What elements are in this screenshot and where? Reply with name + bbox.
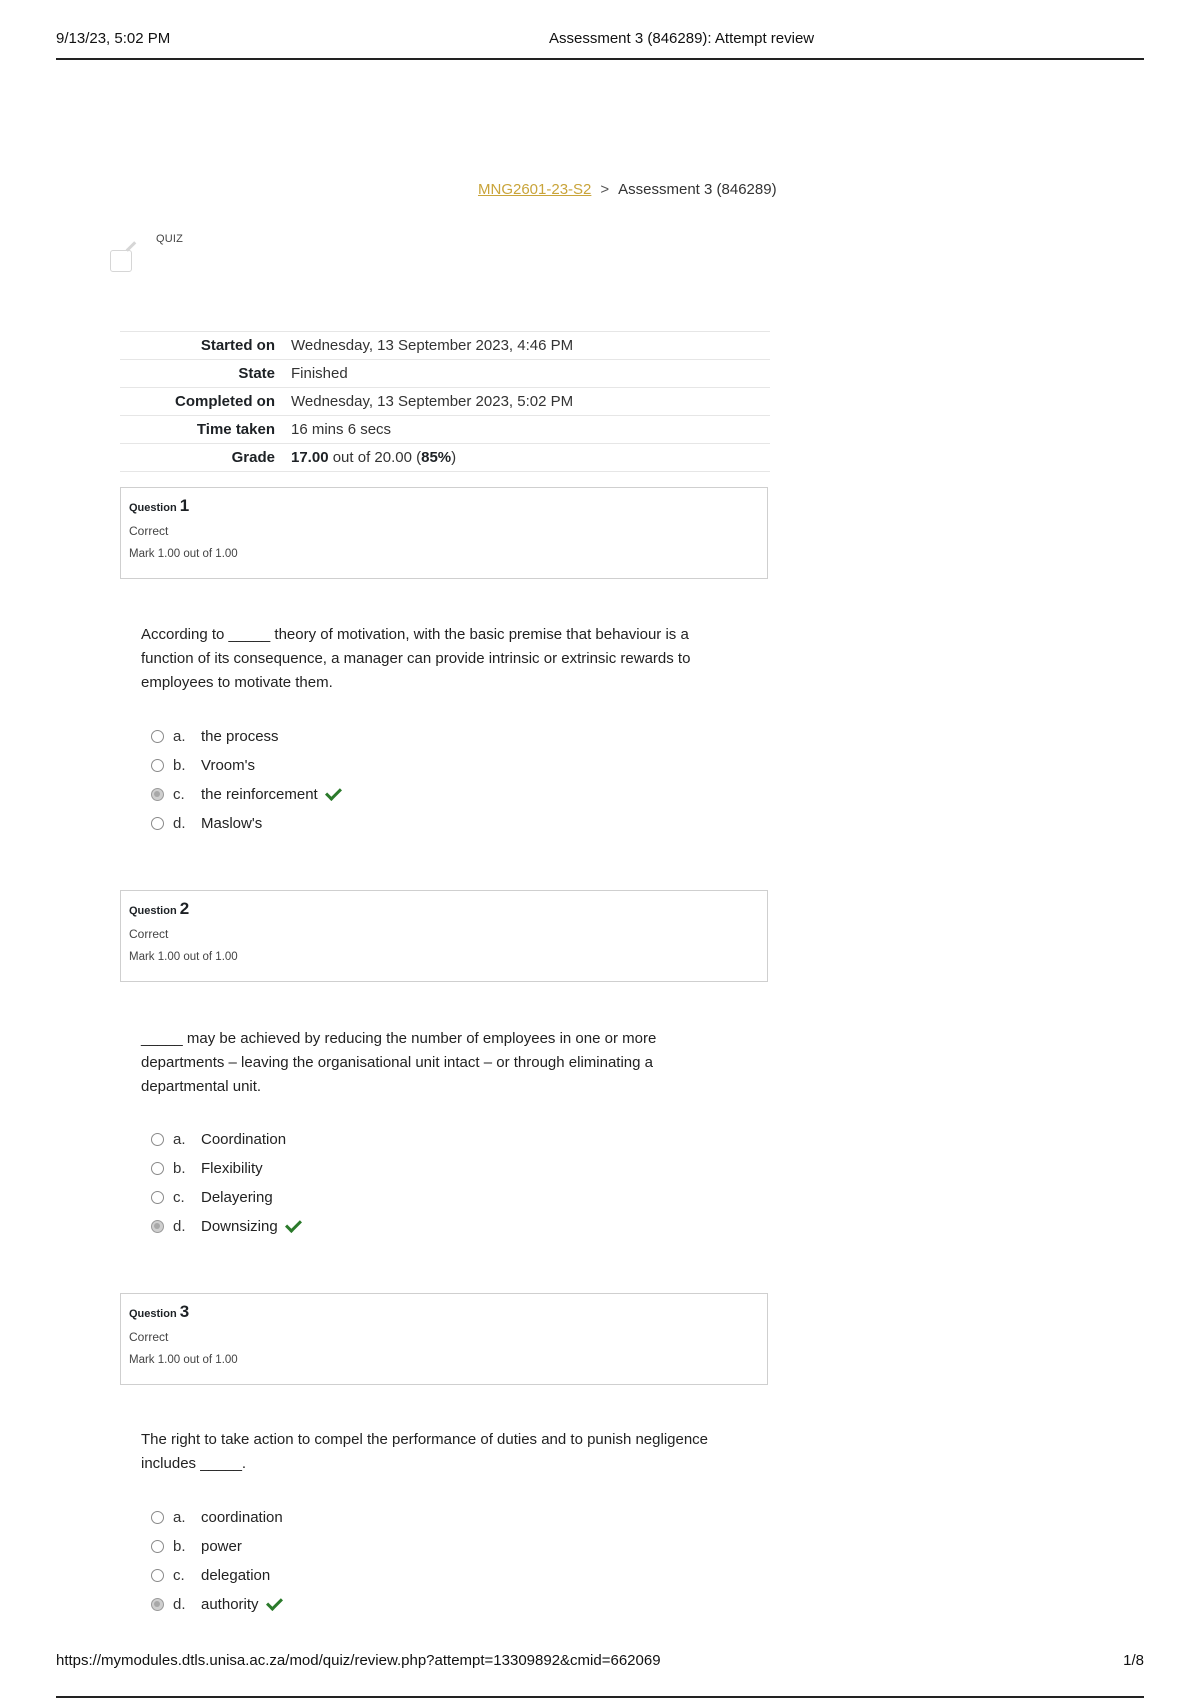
answer-list: [151, 1503, 283, 1619]
answer-option[interactable]: [151, 1212, 301, 1241]
answer-letter: c.: [173, 1567, 185, 1584]
question-number-value: 2: [179, 899, 190, 918]
correct-check-icon: [266, 1594, 283, 1611]
answer-letter: b.: [173, 1160, 186, 1177]
print-footer: [56, 1652, 1144, 1698]
breadcrumb-current: Assessment 3 (846289): [618, 181, 777, 198]
question-number-value: 3: [179, 1302, 190, 1321]
answer-text: the reinforcement: [201, 786, 318, 803]
answer-letter: c.: [173, 786, 185, 803]
summary-value: Wednesday, 13 September 2023, 4:46 PM: [291, 337, 574, 354]
summary-value: Finished: [291, 365, 348, 382]
answer-text: Downsizing: [201, 1218, 278, 1235]
answer-text: Vroom's: [201, 757, 255, 774]
question-label: Question: [129, 905, 177, 917]
radio-button[interactable]: [151, 1540, 164, 1553]
answer-letter: d.: [173, 1218, 186, 1235]
print-title: Assessment 3 (846289): Attempt review: [549, 30, 815, 47]
answer-option[interactable]: [151, 1590, 283, 1619]
grade-out-of: out of 20.00 (: [328, 449, 422, 466]
answer-text: the process: [201, 728, 279, 745]
summary-row-completed: [120, 388, 770, 416]
summary-value: Wednesday, 13 September 2023, 5:02 PM: [291, 393, 574, 410]
radio-button[interactable]: [151, 1191, 164, 1204]
answer-option[interactable]: [151, 751, 341, 780]
question-text: According to _____ theory of motivation, with the basic premise that behaviour is a function of its consequence, a manager can provide intrinsic or extrinsic rewards to employees to motivate them.: [141, 626, 691, 691]
summary-row-started: [120, 332, 770, 360]
answer-text: Flexibility: [201, 1160, 263, 1177]
question-number: [129, 899, 759, 919]
grade-close: ): [451, 449, 457, 466]
radio-button-selected[interactable]: [151, 788, 164, 801]
answer-text: authority: [201, 1596, 259, 1613]
answer-letter: d.: [173, 1596, 186, 1613]
activity-type-label: QUIZ: [156, 233, 184, 245]
question-state: Correct: [129, 1330, 169, 1344]
attempt-summary-table: [120, 331, 770, 472]
summary-label: State: [238, 365, 275, 382]
summary-label: Started on: [200, 337, 275, 354]
answer-list: [151, 1125, 301, 1241]
answer-text: Delayering: [201, 1189, 273, 1206]
radio-button-selected[interactable]: [151, 1598, 164, 1611]
print-url: https://mymodules.dtls.unisa.ac.za/mod/quiz/review.php?attempt=13309892&cmid=662069: [56, 1652, 661, 1669]
answer-option[interactable]: [151, 780, 341, 809]
answer-option[interactable]: [151, 1503, 283, 1532]
answer-text: Maslow's: [201, 815, 263, 832]
summary-row-time: [120, 416, 770, 444]
summary-label: Grade: [231, 449, 275, 466]
summary-value: [283, 444, 770, 472]
question-info-box: [120, 890, 768, 982]
question-info-box: [120, 487, 768, 579]
page-number: 1/8: [1123, 1652, 1144, 1669]
correct-check-icon: [325, 784, 342, 801]
answer-option[interactable]: [151, 722, 341, 751]
grade-score: 17.00: [291, 449, 329, 466]
question-state: Correct: [129, 927, 169, 941]
answer-text: coordination: [201, 1509, 283, 1526]
question-grade: Mark 1.00 out of 1.00: [129, 951, 238, 963]
answer-option[interactable]: [151, 1561, 283, 1590]
answer-option[interactable]: [151, 1154, 301, 1183]
chevron-right-icon: >: [600, 181, 610, 198]
question-info-box: [120, 1293, 768, 1385]
print-date: 9/13/23, 5:02 PM: [56, 30, 171, 47]
summary-value: 16 mins 6 secs: [291, 421, 392, 438]
summary-row-grade: [120, 444, 770, 472]
summary-row-state: [120, 360, 770, 388]
radio-button[interactable]: [151, 1569, 164, 1582]
answer-letter: b.: [173, 1538, 186, 1555]
radio-button[interactable]: [151, 1162, 164, 1175]
quiz-icon: [110, 250, 132, 272]
question-label: Question: [129, 1308, 177, 1320]
question-text: _____ may be achieved by reducing the number of employees in one or more departments – leaving the organisational unit intact – or through eliminating a departmental unit.: [141, 1030, 657, 1095]
answer-letter: a.: [173, 1131, 186, 1148]
correct-check-icon: [285, 1216, 302, 1233]
radio-button[interactable]: [151, 759, 164, 772]
question-number: [129, 496, 759, 516]
answer-text: delegation: [201, 1567, 271, 1584]
summary-label: Time taken: [196, 421, 275, 438]
radio-button[interactable]: [151, 1133, 164, 1146]
answer-letter: d.: [173, 815, 186, 832]
question-number: [129, 1302, 759, 1322]
answer-letter: b.: [173, 757, 186, 774]
question-grade: Mark 1.00 out of 1.00: [129, 1354, 238, 1366]
question-label: Question: [129, 502, 177, 514]
answer-letter: a.: [173, 728, 186, 745]
answer-text: Coordination: [201, 1131, 287, 1148]
grade-percent: 85%: [421, 449, 452, 466]
answer-text: power: [201, 1538, 242, 1555]
breadcrumb: [478, 181, 777, 198]
question-number-value: 1: [179, 496, 190, 515]
question-grade: Mark 1.00 out of 1.00: [129, 548, 238, 560]
radio-button[interactable]: [151, 1511, 164, 1524]
breadcrumb-course-link[interactable]: MNG2601-23-S2: [478, 181, 592, 198]
radio-button[interactable]: [151, 817, 164, 830]
answer-letter: c.: [173, 1189, 185, 1206]
question-state: Correct: [129, 524, 169, 538]
summary-label: Completed on: [175, 393, 275, 410]
answer-option[interactable]: [151, 1125, 301, 1154]
answer-option[interactable]: [151, 1183, 301, 1212]
radio-button[interactable]: [151, 730, 164, 743]
answer-option[interactable]: [151, 809, 341, 838]
radio-button-selected[interactable]: [151, 1220, 164, 1233]
question-text: The right to take action to compel the performance of duties and to punish negligence includes _____.: [141, 1431, 709, 1472]
print-header: [56, 28, 1144, 60]
answer-option[interactable]: [151, 1532, 283, 1561]
answer-letter: a.: [173, 1509, 186, 1526]
answer-list: [151, 722, 341, 838]
